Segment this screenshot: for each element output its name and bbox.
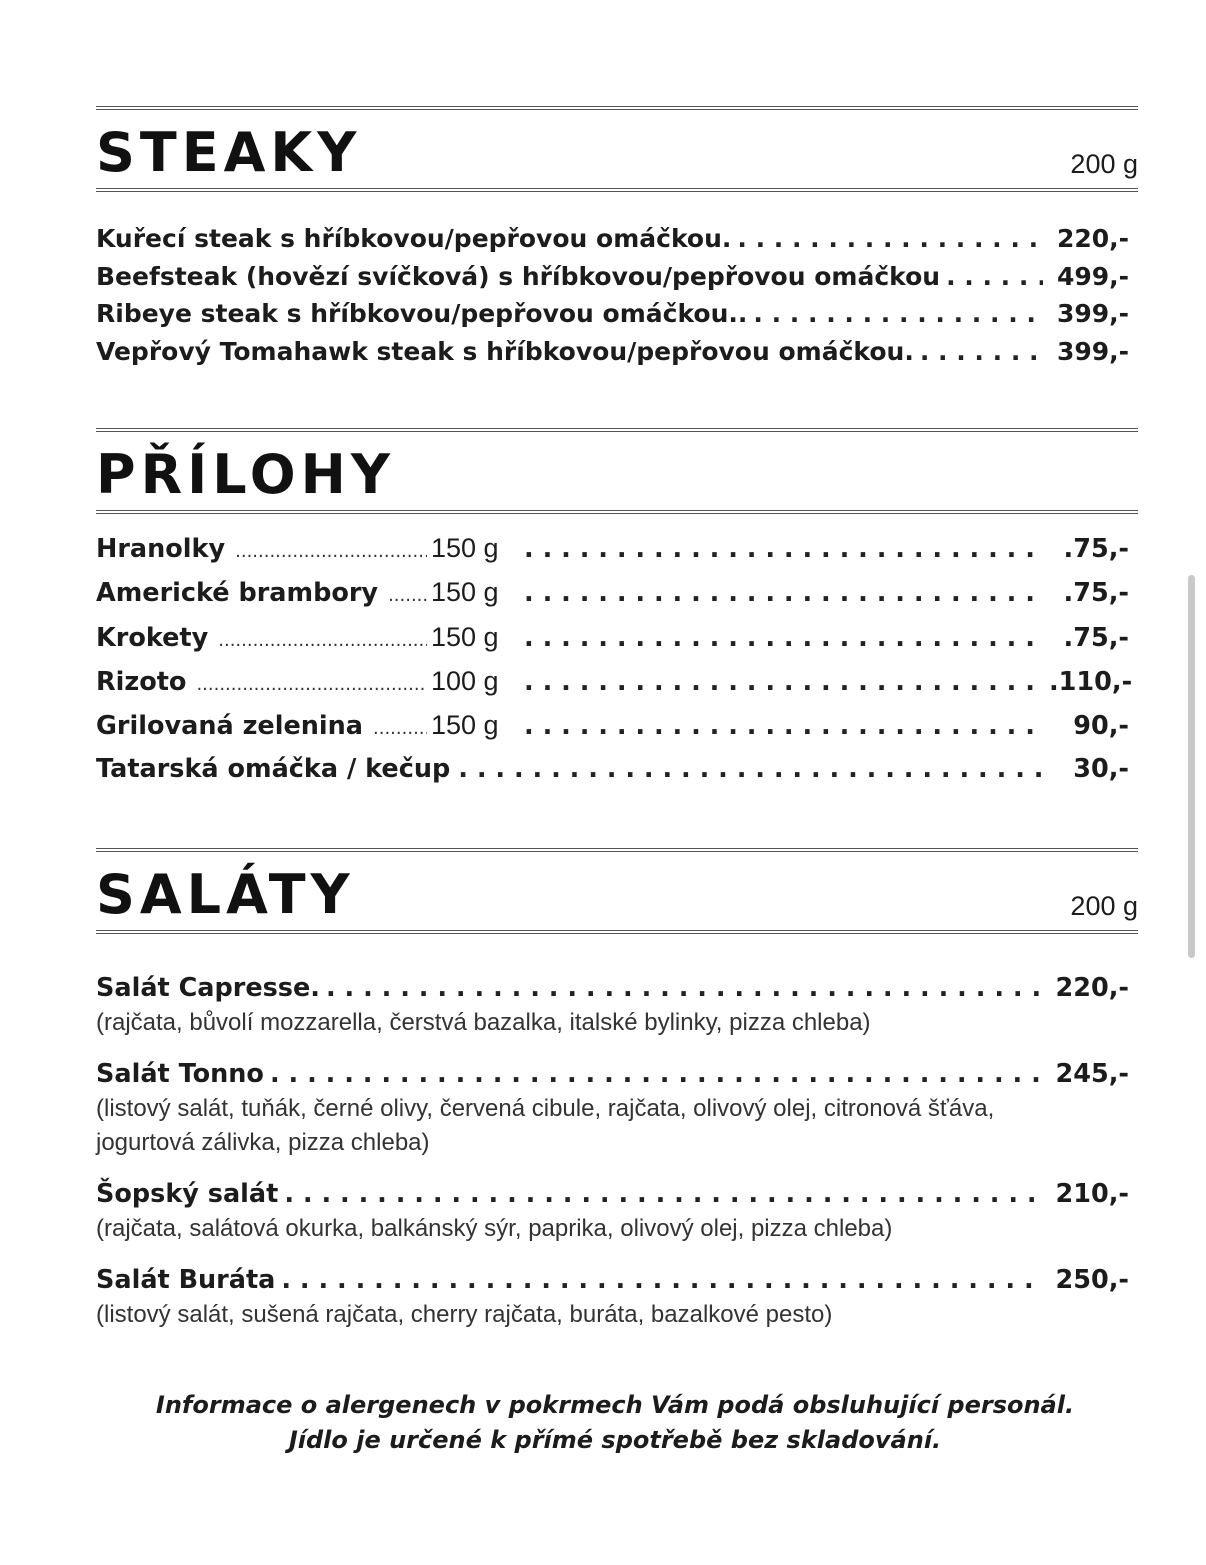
item-price: 210,- (1055, 1178, 1129, 1209)
item-price: 220,- (1055, 972, 1129, 1003)
item-description: (listový salát, sušená rajčata, cherry rajčata, buráta, bazalkové pesto) (96, 1300, 833, 1328)
item-price: .75,- (1063, 534, 1129, 564)
leader-dots (388, 574, 427, 618)
notice-line: Jídlo je určené k přímé spotřebě bez skladování. (288, 1426, 942, 1454)
menu-item (96, 295, 1138, 333)
leader-dots (946, 258, 1043, 296)
menu-item (96, 526, 1138, 570)
item-name: Americké brambory (96, 578, 379, 609)
leader-dots (284, 1176, 1043, 1212)
item-price: 250,- (1055, 1264, 1129, 1295)
item-price: 90,- (1073, 711, 1129, 742)
item-price: 245,- (1055, 1058, 1129, 1089)
leader-dots (753, 295, 1043, 333)
menu-item (96, 747, 1138, 791)
menu-item (96, 659, 1138, 703)
item-name: Salát Capresse. (96, 972, 320, 1003)
sides-list (96, 514, 1138, 792)
item-weight: 150 g (431, 533, 499, 563)
item-price: 399,- (1056, 299, 1129, 328)
menu-item (96, 615, 1138, 659)
leader-dots (524, 616, 1043, 660)
item-description: (rajčata, salátová okurka, balkánský sýr, paprika, olivový olej, pizza chleba) (96, 1214, 893, 1242)
item-price: .110,- (1049, 666, 1133, 697)
item-weight: 150 g (431, 577, 499, 608)
item-price: 30,- (1073, 754, 1129, 785)
section-title: SALÁTY (96, 862, 355, 926)
item-price: .75,- (1063, 622, 1129, 653)
section-weight: 200 g (1070, 149, 1138, 179)
leader-dots (373, 707, 427, 751)
item-name: Hranolky (96, 534, 226, 564)
section-header-salaty (96, 852, 1138, 930)
menu-item (96, 220, 1138, 258)
item-name: Šopský salát (96, 1178, 279, 1209)
item-weight: 150 g (431, 710, 499, 741)
section-header-steaky (96, 110, 1138, 188)
section-title: STEAKY (96, 121, 362, 184)
menu-item (96, 258, 1138, 296)
leader-dots (458, 747, 1043, 791)
leader-dots (281, 1262, 1043, 1298)
item-weight: 150 g (431, 621, 499, 652)
item-name: Rizoto (96, 666, 187, 697)
item-price: 399,- (1056, 336, 1129, 366)
section-header-prilohy (96, 432, 1138, 510)
menu-item (96, 970, 1138, 1040)
leader-dots (920, 333, 1043, 371)
item-description: (listový salát, tuňák, černé olivy, červená cibule, rajčata, olivový olej, citronová šťáva, jogurtová zálivka, pizza chleba) (96, 1094, 995, 1156)
leader-dots (524, 660, 1043, 704)
leader-dots (737, 220, 1043, 258)
leader-dots (196, 663, 427, 707)
item-name: Vepřový Tomahawk steak s hříbkovou/pepřovou omáčkou. (96, 336, 914, 366)
leader-dots (524, 527, 1043, 571)
item-name: Beefsteak (hovězí svíčková) s hříbkovou/pepřovou omáčkou (96, 261, 941, 291)
leader-dots (524, 704, 1043, 748)
item-description: (rajčata, bůvolí mozzarella, čerstvá bazalka, italské bylinky, pizza chleba) (96, 1008, 871, 1036)
item-name: Ribeye steak s hříbkovou/pepřovou omáčkou.. (96, 299, 748, 328)
item-name: Tatarská omáčka / kečup (96, 754, 451, 785)
item-price: .75,- (1063, 578, 1129, 609)
item-name: Salát Buráta (96, 1264, 276, 1295)
item-name: Krokety (96, 622, 209, 653)
item-name: Grilovaná zelenina (96, 711, 364, 742)
leader-dots (218, 619, 427, 663)
menu-page (96, 106, 1138, 1348)
menu-item (96, 1056, 1138, 1160)
notice-line: Informace o alergenech v pokrmech Vám podá obsluhující personál. (155, 1391, 1075, 1419)
allergen-notice (0, 1388, 1206, 1458)
item-name: Kuřecí steak s hříbkovou/pepřovou omáčkou. (96, 224, 732, 253)
scrollbar-thumb[interactable] (1188, 575, 1195, 958)
menu-item (96, 1176, 1138, 1246)
menu-item (96, 1262, 1138, 1332)
menu-item (96, 333, 1138, 371)
section-title: PŘÍLOHY (96, 443, 395, 506)
menu-item (96, 703, 1138, 747)
item-price: 499,- (1056, 261, 1129, 291)
leader-dots (270, 1056, 1043, 1092)
leader-dots (524, 571, 1043, 615)
item-price: 220,- (1056, 224, 1129, 253)
steak-list (96, 192, 1138, 370)
item-weight: 100 g (431, 665, 499, 696)
item-name: Salát Tonno (96, 1058, 264, 1089)
salad-list (96, 934, 1138, 1332)
leader-dots (235, 530, 427, 574)
leader-dots (326, 970, 1043, 1006)
menu-item (96, 570, 1138, 614)
section-weight: 200 g (1070, 890, 1138, 921)
